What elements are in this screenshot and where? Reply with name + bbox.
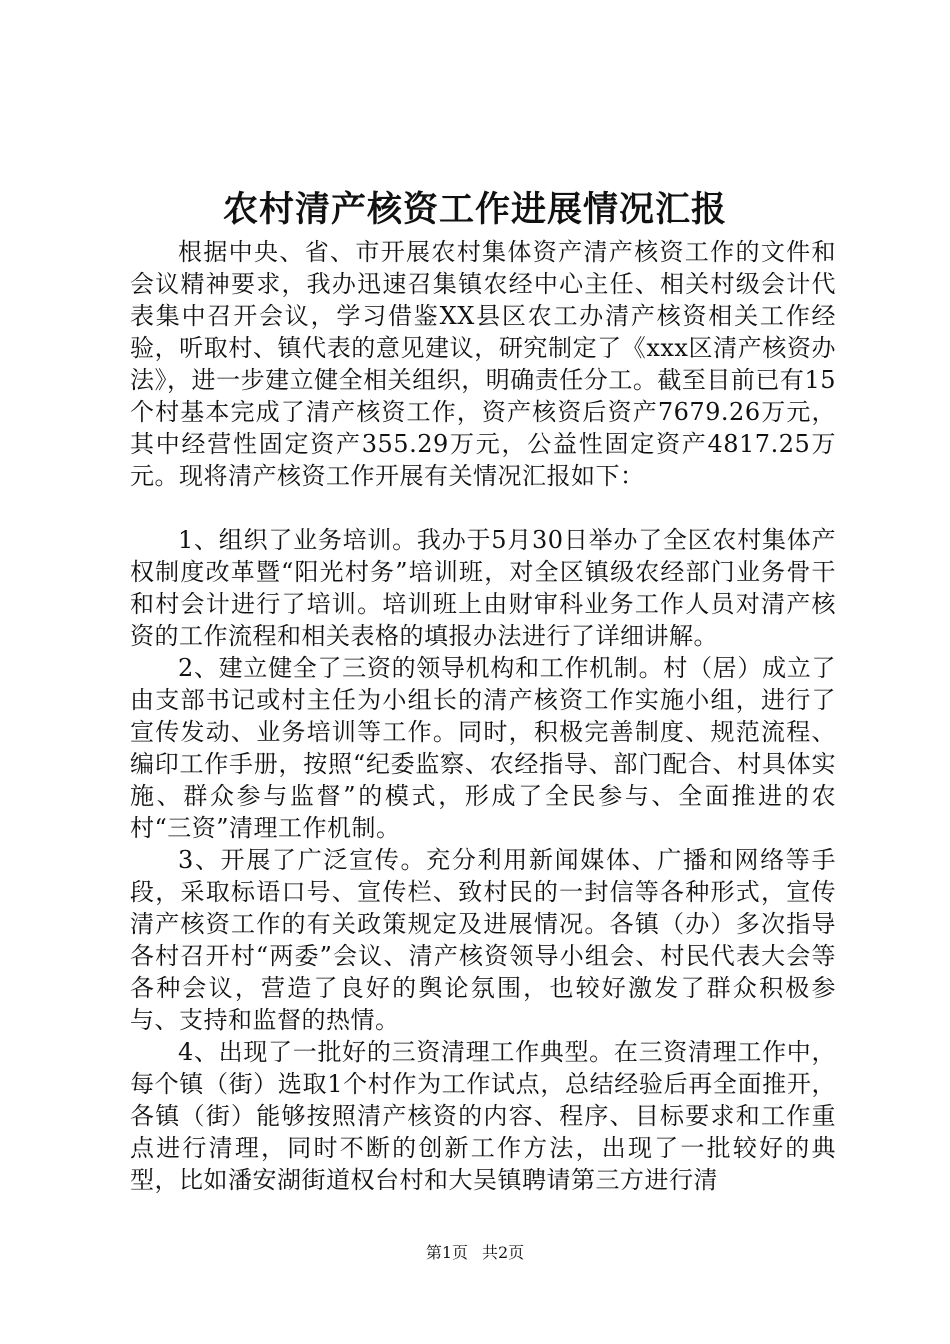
paragraph-spacer [130, 492, 836, 524]
section-1-paragraph: 1、组织了业务培训。我办于5月30日举办了全区农村集体产权制度改革暨“阳光村务”培训班，对全区镇级农经部门业务骨干和村会计进行了培训。培训班上由财审科业务工作人员对清产核资的工作流程和相关表格的填报办法进行了详细讲解。 [130, 526, 836, 650]
section-2-paragraph: 2、建立健全了三资的领导机构和工作机制。村（居）成立了由支部书记或村主任为小组长的清产核资工作实施小组，进行了宣传发动、业务培训等工作。同时，积极完善制度、规范流程、编印工作手册，按照“纪委监察、农经指导、部门配合、村具体实施、群众参与监督”的模式，形成了全民参与、全面推进的农村“三资”清理工作机制。 [130, 654, 836, 842]
section-4-paragraph: 4、出现了一批好的三资清理工作典型。在三资清理工作中，每个镇（街）选取1个村作为工作试点，总结经验后再全面推开，各镇（街）能够按照清产核资的内容、程序、目标要求和工作重点进行清理，同时不断的创新工作方法，出现了一批较好的典型，比如潘安湖街道权台村和大吴镇聘请第三方进行清 [130, 1038, 836, 1194]
document-title: 农村清产核资工作进展情况汇报 [222, 189, 727, 230]
section-3-paragraph: 3、开展了广泛宣传。充分利用新闻媒体、广播和网络等手段，采取标语口号、宣传栏、致村民的一封信等各种形式，宣传清产核资工作的有关政策规定及进展情况。各镇（办）多次指导各村召开村“两委”会议、清产核资领导小组会、村民代表大会等各种会议，营造了良好的舆论氛围，也较好激发了群众积极参与、支持和监督的热情。 [130, 846, 836, 1034]
page-total: 共2页 [482, 1243, 525, 1262]
page-number: 第1页 [425, 1243, 468, 1262]
page-footer [0, 1242, 950, 1264]
intro-paragraph: 根据中央、省、市开展农村集体资产清产核资工作的文件和会议精神要求，我办迅速召集镇农经中心主任、相关村级会计代表集中召开会议，学习借鉴XX县区农工办清产核资相关工作经验，听取村、镇代表的意见建议，研究制定了《xxx区清产核资办法》，进一步建立健全相关组织，明确责任分工。截至目前已有15个村基本完成了清产核资工作，资产核资后资产7679.26万元，其中经营性固定资产355.29万元，公益性固定资产4817.25万元。现将清产核资工作开展有关情况汇报如下： [130, 238, 836, 490]
document-body [130, 236, 836, 1196]
